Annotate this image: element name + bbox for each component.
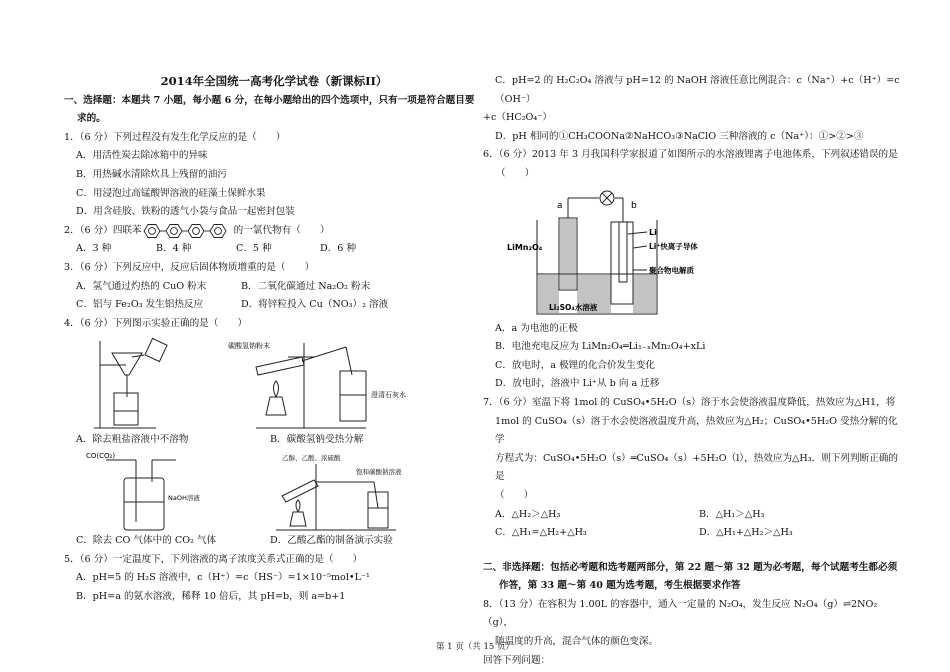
page-footer: 第 1 页（共 15 页） <box>435 642 515 652</box>
q6-option-b: B．电池充电反应为 LiMn₂O₄═Li₁₋ₓMn₂O₄+xLi <box>495 341 706 353</box>
q1-option-d: D．用含硅胶、铁粉的透气小袋与食品一起密封包装 <box>76 206 295 218</box>
quaterphenyl-structure <box>142 223 234 239</box>
q5-option-b: B．pH=a 的氨水溶液，稀释 10 倍后，其 pH=b，则 a=b+1 <box>76 590 346 602</box>
q7-option-c: C．△H₁=△H₂+△H₃ <box>495 527 587 539</box>
q7-line-1: 7．（6 分）室温下将 1mol 的 CuSO₄•5H₂O（s）溶于水会使溶液温度降低，热效应为△H1，将 <box>483 396 896 408</box>
q6-stem: 6．（6 分）2013 年 3 月我国科学家报道了如图所示的水溶液锂离子电池体系，下列叙述错误的是（ ） <box>483 149 898 179</box>
q4-captions-ab <box>64 431 484 450</box>
electrode-a-label: a <box>557 200 563 211</box>
exam-title: 2014年全国统一高考化学试卷（新课标II） <box>160 74 388 88</box>
q8-line-2: 随温度的升高，混合气体的颜色变深。 <box>495 636 659 648</box>
q6-option-a: A．a 为电池的正极 <box>495 322 578 334</box>
q5-option-c-cont: +c（HC₂O₄⁻） <box>483 112 552 124</box>
q7-line-4: （ ） <box>495 489 534 501</box>
left-column <box>64 72 484 606</box>
q2-stem <box>64 222 484 241</box>
q7-option-a: A．△H₂＞△H₃ <box>495 508 561 520</box>
q3-options-ab <box>64 278 484 297</box>
q6-option-d: D．放电时，溶液中 Li⁺从 b 向 a 迁移 <box>495 378 660 390</box>
q4-captions-cd <box>64 532 484 551</box>
heating-bicarbonate-figure <box>196 335 416 431</box>
li2so4-solution-label: Li₂SO₄水溶液 <box>549 302 598 312</box>
q5-option-d: D．pH 相同的①CH₃COONa②NaHCO₃③NaClO 三种溶液的 c（Na⁺）：①>②>③ <box>495 130 864 142</box>
section-2-heading-line-1: 二、非选择题：包括必考题和选考题两部分，第 22 题～第 32 题为必考题，每个试题考生都必须 <box>483 561 898 573</box>
limn2o4-label: LiMn₂O₄ <box>507 242 543 252</box>
q3-option-a: A．氢气通过灼热的 CuO 粉末 <box>76 280 207 292</box>
saturated-carbonate-label: 饱和碳酸钠溶液 <box>356 467 402 476</box>
q4-stem: 4．（6 分）下列图示实验正确的是（ ） <box>64 317 248 329</box>
q2-option-a: A．3 种 <box>76 243 112 255</box>
gas-washing-bottle-figure <box>86 452 206 532</box>
q3-option-b: B．二氧化碳通过 Na₂O₂ 粉末 <box>241 280 371 292</box>
q8-line-3: 回答下列问题： <box>483 654 551 666</box>
lithium-battery-figure <box>507 184 903 320</box>
electrode-b-label: b <box>631 200 637 211</box>
co-co2-label: CO(CO₂) <box>86 451 116 460</box>
battery-diagram <box>507 184 707 318</box>
q1-option-b: B．用热碱水清除炊具上残留的油污 <box>76 168 227 180</box>
filtration-apparatus-figure <box>86 335 196 431</box>
q2-option-d: D．6 种 <box>320 243 357 255</box>
naoh-solution-label: NaOH溶液 <box>168 493 200 502</box>
q4-figures-bottom <box>64 450 484 532</box>
q1-stem: 1．（6 分）下列过程没有发生化学反应的是（ ） <box>64 131 286 143</box>
li-metal-label: Li <box>649 227 657 237</box>
q7-option-b: B．△H₁＞△H₃ <box>699 508 765 520</box>
q7-line-3: 方程式为：CuSO₄•5H₂O（s）═CuSO₄（s）+5H₂O（l），热效应为△H₃．则下列判断正确的是 <box>495 452 898 483</box>
q7-options-cd <box>483 524 903 543</box>
right-column <box>483 72 903 670</box>
q5-option-a: A．pH=5 的 H₂S 溶液中，c（H⁺）=c（HS⁻）=1×10⁻⁵mol•L⁻¹ <box>76 572 370 584</box>
q4-figures-top <box>64 333 484 431</box>
q3-option-d: D．将锌粒投入 Cu（NO₃）₂ 溶液 <box>241 299 389 311</box>
q3-option-c: C．铝与 Fe₂O₃ 发生铝热反应 <box>76 299 204 311</box>
q7-line-2: 1mol 的 CuSO₄（s）溶于水会使溶液温度升高，热效应为△H₂；CuSO₄•5H₂O 受热分解的化学 <box>495 415 898 446</box>
ester-preparation-figure <box>206 452 416 532</box>
q2-option-b: B．4 种 <box>156 243 192 255</box>
q2-stem-start: 2．（6 分）四联苯 <box>64 224 142 236</box>
limewater-label: 澄清石灰水 <box>371 391 406 400</box>
q2-option-c: C．5 种 <box>236 243 272 255</box>
q8-line-1: 8．（13 分）在容积为 1.00L 的容器中，通入一定量的 N₂O₄，发生反应 N₂O₄（g）⇌2NO₂（g）， <box>483 598 878 629</box>
section-2-heading-line-2: 作答，第 33 题～第 40 题为选考题，考生根据要求作答 <box>499 580 741 592</box>
q6-option-c: C．放电时，a 极锂的化合价发生变化 <box>495 359 656 371</box>
q2-stem-end: 的一氯代物有（ ） <box>233 224 330 236</box>
q5-option-c: C．pH=2 的 H₂C₂O₄ 溶液与 pH=12 的 NaOH 溶液任意比例混合：c（Na⁺）+c（H⁺）=c（OH⁻） <box>495 75 900 105</box>
sodium-bicarbonate-label: 碳酸氢钠粉末 <box>228 342 270 351</box>
q7-options-ab <box>483 506 903 525</box>
q3-stem: 3．（6 分）下列反应中，反应后固体物质增重的是（ ） <box>64 261 315 273</box>
fast-ion-conductor-label: Li⁺快离子导体 <box>649 241 698 251</box>
polymer-electrolyte-label: 聚合物电解质 <box>649 265 694 275</box>
section-1-heading: 一、选择题：本题共 7 小题，每小题 6 分，在每小题给出的四个选项中，只有一项是符合题目要求的。 <box>64 94 475 125</box>
q1-option-a: A．用活性炭去除冰箱中的异味 <box>76 150 208 162</box>
q7-option-d: D．△H₁+△H₂＞△H₃ <box>699 527 793 539</box>
q2-options <box>64 240 484 259</box>
q3-options-cd <box>64 296 484 315</box>
q4-option-a: A．除去粗盐溶液中不溶物 <box>76 434 189 446</box>
q5-stem: 5．（6 分）一定温度下，下列溶液的离子浓度关系式正确的是（ ） <box>64 553 363 565</box>
q1-option-c: C．用浸泡过高锰酸钾溶液的硅藻土保鲜水果 <box>76 187 266 199</box>
q4-option-b: B．碳酸氢钠受热分解 <box>270 434 364 446</box>
ethanol-acid-label: 乙醇、乙酸、浓硫酸 <box>282 453 341 462</box>
q4-option-c: C．除去 CO 气体中的 CO₂ 气体 <box>76 534 217 546</box>
q4-option-d: D．乙酸乙酯的制备演示实验 <box>270 534 393 546</box>
